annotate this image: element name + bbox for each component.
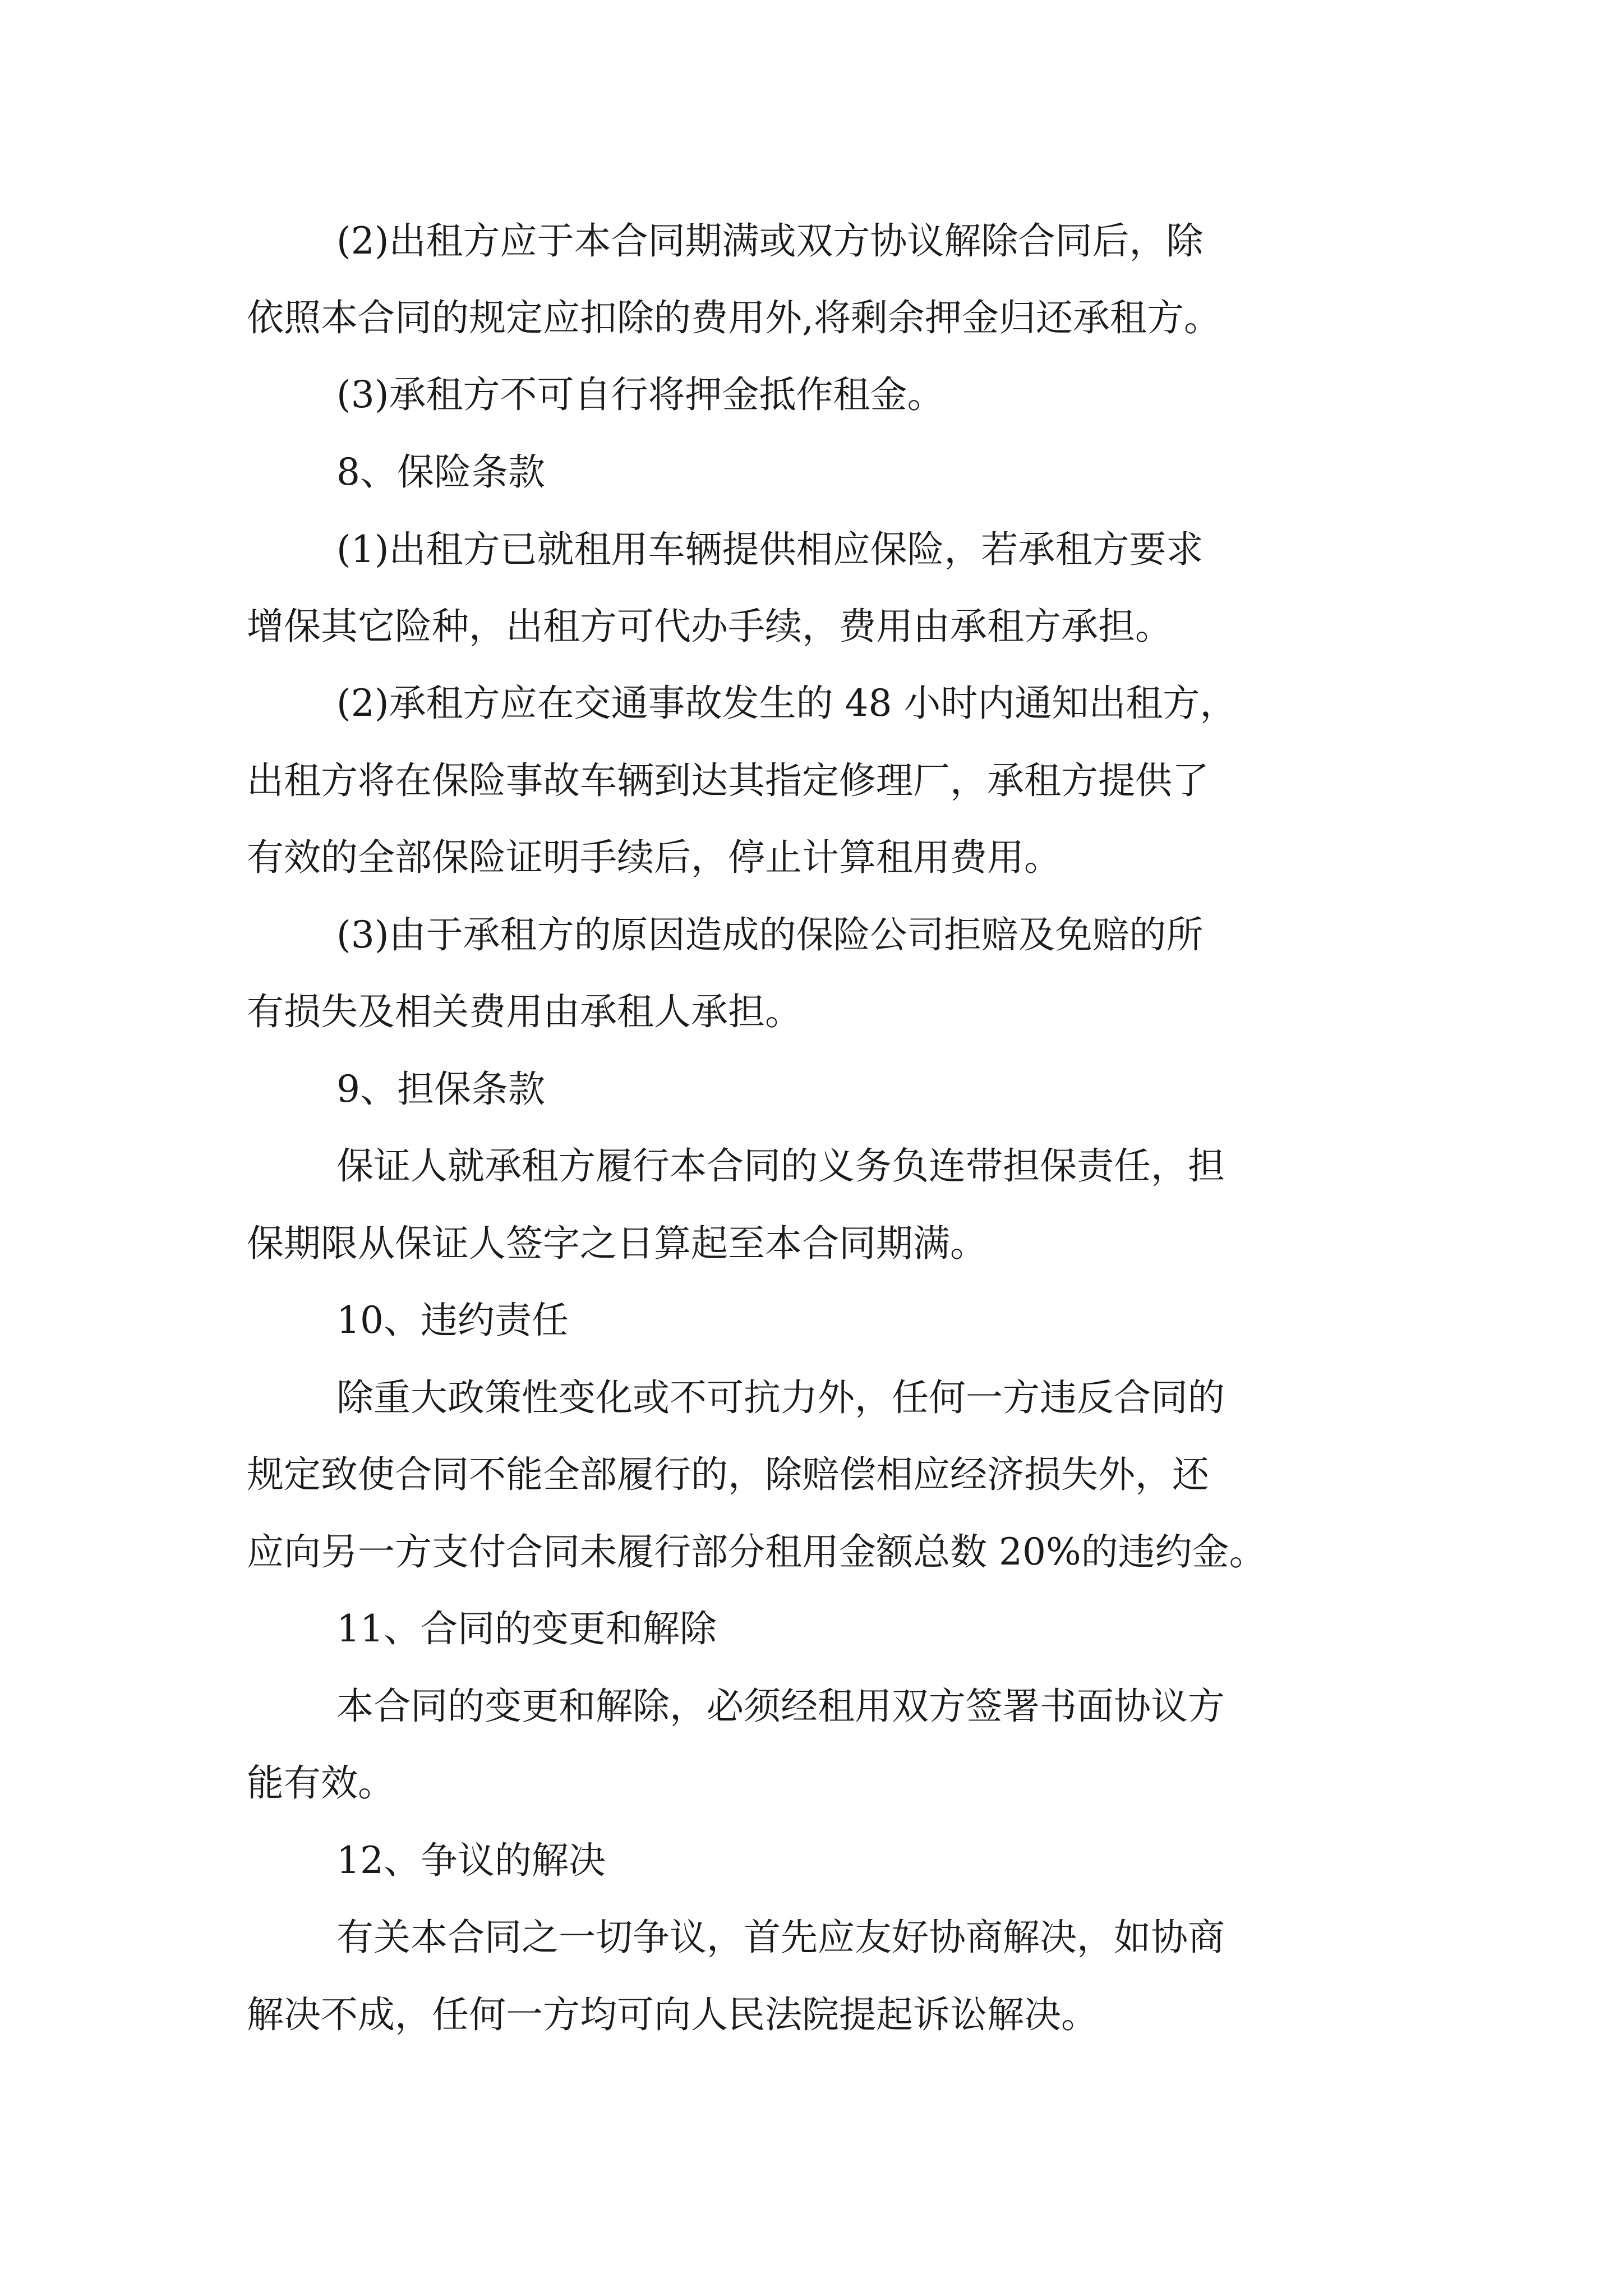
section-heading-amendment: 11、合同的变更和解除 (336, 1607, 717, 1650)
text-line: (3)由于承租方的原因造成的保险公司拒赔及免赔的所 (336, 913, 1204, 956)
text-line: 规定致使合同不能全部履行的，除赔偿相应经济损失外，还 (247, 1453, 1209, 1496)
text-line: 有效的全部保险证明手续后，停止计算租用费用。 (247, 836, 1061, 879)
text-line: 应向另一方支付合同未履行部分租用金额总数 20%的违约金。 (247, 1530, 1266, 1573)
text-line: 本合同的变更和解除，必须经租用双方签署书面协议方 (336, 1685, 1225, 1728)
text-line: 有关本合同之一切争议，首先应友好协商解决，如协商 (336, 1916, 1225, 1959)
text-line: 有损失及相关费用由承租人承担。 (247, 990, 802, 1033)
text-line: 除重大政策性变化或不可抗力外，任何一方违反合同的 (336, 1376, 1225, 1419)
text-line: (3)承租方不可自行将押金抵作租金。 (336, 373, 944, 416)
text-line: 保证人就承租方履行本合同的义务负连带担保责任，担 (336, 1144, 1225, 1188)
section-heading-dispute: 12、争议的解决 (336, 1839, 606, 1882)
text-line: (1)出租方已就租用车辆提供相应保险，若承租方要求 (336, 528, 1204, 571)
text-line: 出租方将在保险事故车辆到达其指定修理厂，承租方提供了 (247, 759, 1209, 802)
text-line: 依照本合同的规定应扣除的费用外,将剩余押金归还承租方。 (247, 296, 1221, 339)
text-line: (2)出租方应于本合同期满或双方协议解除合同后，除 (336, 219, 1204, 263)
section-heading-guarantee: 9、担保条款 (336, 1068, 545, 1111)
section-heading-liability: 10、违约责任 (336, 1299, 569, 1342)
section-heading-insurance: 8、保险条款 (336, 450, 545, 494)
text-line: 增保其它险种，出租方可代办手续，费用由承租方承担。 (247, 605, 1172, 648)
text-line: 解决不成，任何一方均可向人民法院提起诉讼解决。 (247, 1993, 1098, 2036)
text-line: 能有效。 (247, 1761, 395, 1805)
text-line: (2)承租方应在交通事故发生的 48 小时内通知出租方， (336, 682, 1237, 725)
text-line: 保期限从保证人签字之日算起至本合同期满。 (247, 1222, 987, 1265)
